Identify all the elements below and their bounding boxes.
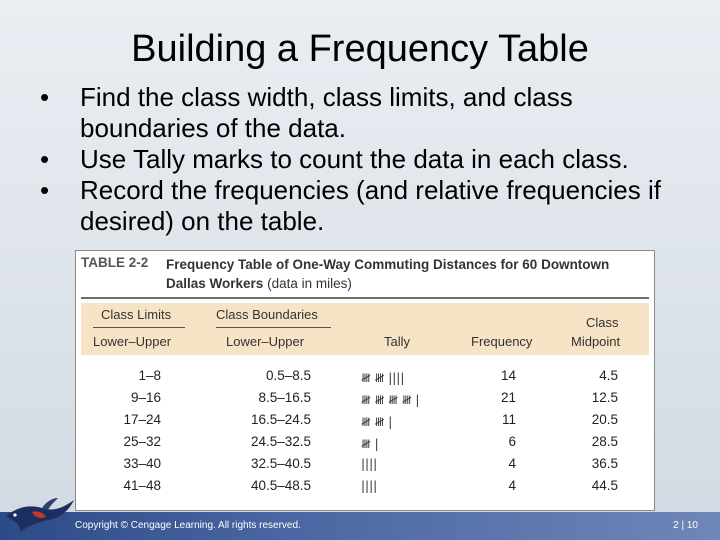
frequency-cell: 4 [508, 478, 516, 493]
frequency-cell: 4 [508, 456, 516, 471]
frequency-cell: 21 [500, 390, 516, 405]
header-frequency: Frequency [471, 334, 533, 349]
bird-logo-icon [2, 486, 80, 536]
midpoint-cell: 36.5 [591, 456, 618, 471]
bullet-list [30, 82, 700, 237]
class-limits-cell: 17–24 [123, 412, 161, 427]
table-row [76, 387, 654, 409]
table-label: TABLE 2-2 [81, 255, 149, 270]
header-underline [216, 327, 331, 328]
class-boundaries-cell: 32.5–40.5 [250, 456, 311, 471]
header-lower-upper: Lower–Upper [226, 334, 305, 349]
class-limits-cell: 9–16 [130, 390, 161, 405]
table-caption-note: (data in miles) [267, 276, 352, 291]
class-limits-cell: 33–40 [123, 456, 161, 471]
copyright-text: Copyright © Cengage Learning. All rights reserved. [75, 520, 301, 531]
midpoint-cell: 20.5 [591, 412, 618, 427]
tally-cell: 𝍸 𝍸 |||| [361, 371, 405, 385]
bullet-text: Use Tally marks to count the data in each class. [80, 144, 629, 174]
caption-divider [81, 297, 649, 299]
bullet-item [30, 175, 700, 237]
class-limits-cell: 41–48 [123, 478, 161, 493]
bullet-item [30, 144, 700, 175]
table-row [76, 453, 654, 475]
tally-cell: 𝍸 𝍸 | [361, 415, 393, 429]
table-row [76, 365, 654, 387]
bullet-marker: • [40, 144, 50, 174]
header-underline [93, 327, 185, 328]
footer-bar [0, 512, 720, 540]
table-row [76, 409, 654, 431]
class-boundaries-cell: 40.5–48.5 [250, 478, 311, 493]
header-tally: Tally [384, 334, 411, 349]
frequency-table [75, 250, 655, 511]
class-boundaries-cell: 24.5–32.5 [250, 434, 311, 449]
bullet-text: Find the class width, class limits, and class boundaries of the data. [80, 82, 573, 143]
table-row [76, 475, 654, 497]
header-class-limits: Class Limits [101, 307, 172, 322]
frequency-cell: 14 [500, 368, 516, 383]
table-header [81, 303, 649, 355]
tally-cell: |||| [361, 457, 378, 471]
bullet-marker: • [40, 175, 50, 205]
midpoint-cell: 4.5 [599, 368, 618, 383]
class-limits-cell: 1–8 [138, 368, 161, 383]
bullet-marker: • [40, 82, 50, 112]
slide-title: Building a Frequency Table [131, 28, 589, 70]
tally-cell: 𝍸 | [361, 437, 379, 451]
header-class: Class [586, 315, 619, 330]
header-lower-upper: Lower–Upper [93, 334, 172, 349]
class-boundaries-cell: 16.5–24.5 [250, 412, 311, 427]
table-caption-bold: Frequency Table of One-Way Commuting Distances for 60 Downtown Dallas Workers [166, 257, 610, 291]
midpoint-cell: 28.5 [591, 434, 618, 449]
tally-cell: 𝍸 𝍸 𝍸 𝍸 | [361, 393, 420, 407]
table-caption [166, 255, 646, 293]
header-class-boundaries: Class Boundaries [216, 307, 318, 322]
bullet-item [30, 82, 700, 144]
class-boundaries-cell: 0.5–8.5 [265, 368, 311, 383]
tally-cell: |||| [361, 479, 378, 493]
header-midpoint: Midpoint [571, 334, 621, 349]
midpoint-cell: 12.5 [591, 390, 618, 405]
frequency-cell: 11 [501, 412, 516, 427]
midpoint-cell: 44.5 [591, 478, 618, 493]
class-limits-cell: 25–32 [123, 434, 161, 449]
page-number: 2 | 10 [673, 520, 698, 531]
class-boundaries-cell: 8.5–16.5 [258, 390, 311, 405]
table-row [76, 431, 654, 453]
bullet-text: Record the frequencies (and relative frequencies if desired) on the table. [80, 175, 661, 236]
frequency-cell: 6 [508, 434, 516, 449]
